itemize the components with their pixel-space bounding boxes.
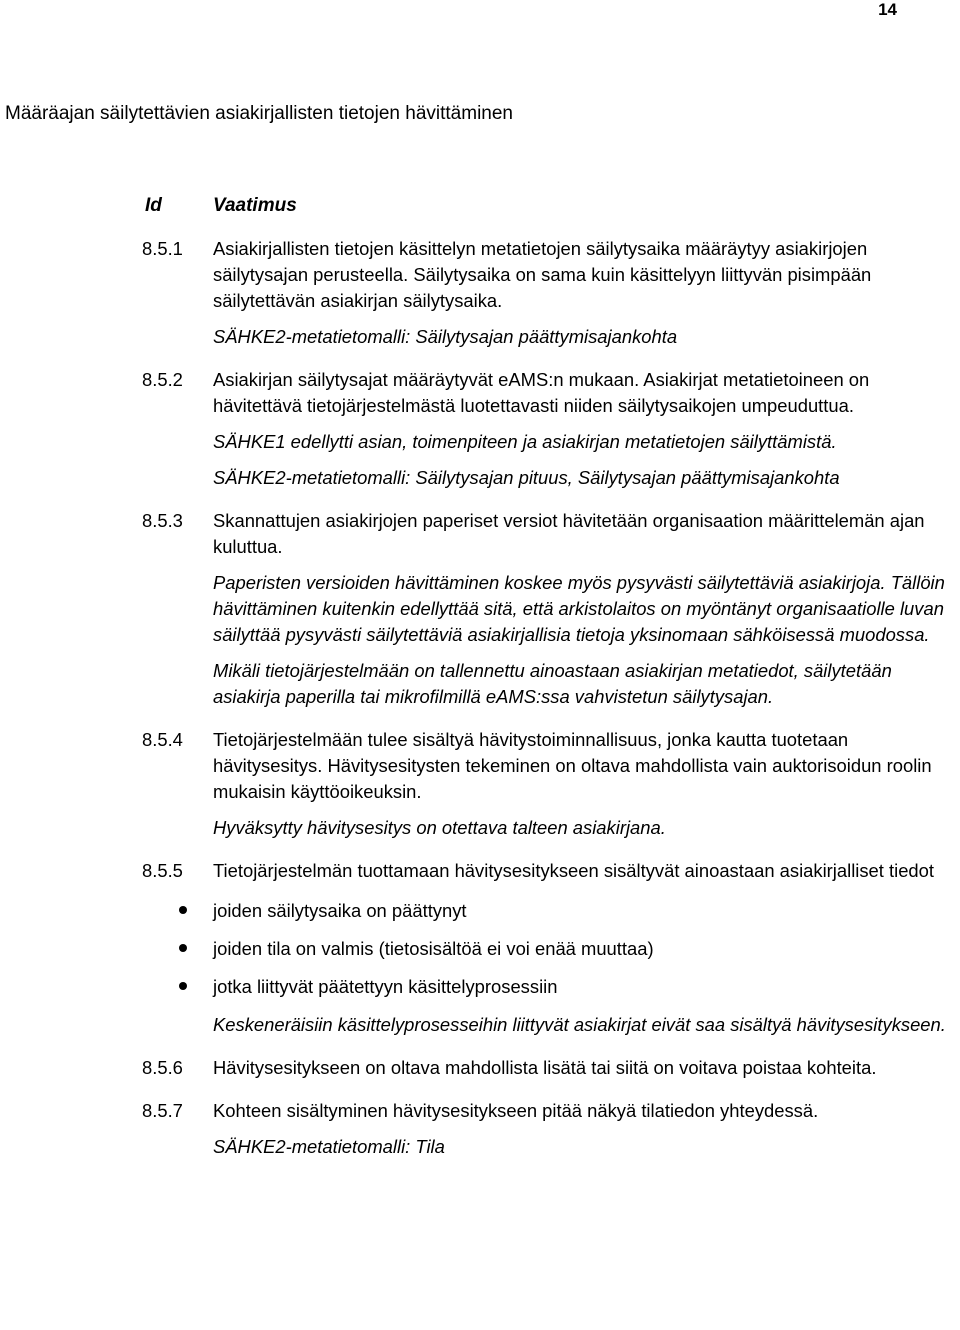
requirement-id: 8.5.6 xyxy=(142,1057,183,1078)
table-header xyxy=(145,193,297,219)
requirement-text: Tietojärjestelmään tulee sisältyä hävitystoiminnallisuus, jonka kautta tuotetaan hävitysesitys. Hävitysesitysten tekeminen on oltava mahdollista vain auktorisoidun roolin mukaisin käyttöoikeuksin. xyxy=(213,729,932,802)
requirement-text: Skannattujen asiakirjojen paperiset versiot hävitetään organisaation määrittelemän ajan kuluttua. xyxy=(213,510,925,557)
requirement-8-5-5 xyxy=(142,858,960,1038)
requirement-id: 8.5.5 xyxy=(142,860,183,881)
requirement-note: Mikäli tietojärjestelmään on tallennettu ainoastaan asiakirjan metatiedot, säilytetään asiakirja paperilla tai mikrofilmillä eAMS:ssa vahvistetun säilytysajan. xyxy=(213,660,892,707)
list-item: joiden säilytysaika on päättynyt xyxy=(142,898,960,924)
requirement-note: Keskeneräisiin käsittelyprosesseihin liittyvät asiakirjat eivät saa sisältyä hävitysesitykseen. xyxy=(213,1014,946,1035)
requirement-id: 8.5.2 xyxy=(142,369,183,390)
requirement-8-5-1 xyxy=(142,236,960,350)
list-item: jotka liittyvät päätettyyn käsittelyprosessiin xyxy=(142,974,960,1000)
requirement-8-5-3 xyxy=(142,508,960,710)
requirement-text: Asiakirjallisten tietojen käsittelyn metatietojen säilytysaika määräytyy asiakirjojen säilytysajan perusteella. Säilytysaika on sama kuin käsittelyyn liittyvän pisimpään säilytettävän asiakirjan säilytysaika. xyxy=(213,238,872,311)
list-item: joiden tila on valmis (tietosisältöä ei voi enää muuttaa) xyxy=(142,936,960,962)
header-requirement: Vaatimus xyxy=(213,195,297,216)
requirement-8-5-2 xyxy=(142,367,960,491)
requirement-note: SÄHKE2-metatietomalli: Säilytysajan pituus, Säilytysajan päättymisajankohta xyxy=(213,467,840,488)
requirement-id: 8.5.4 xyxy=(142,729,183,750)
requirement-note: SÄHKE1 edellytti asian, toimenpiteen ja asiakirjan metatietojen säilyttämistä. xyxy=(213,431,837,452)
header-id: Id xyxy=(145,195,162,216)
section-title: Määräajan säilytettävien asiakirjallisten tietojen hävittäminen xyxy=(5,103,513,124)
bullet-icon xyxy=(179,982,187,990)
bullet-icon xyxy=(179,944,187,952)
requirement-note: SÄHKE2-metatietomalli: Säilytysajan päättymisajankohta xyxy=(213,326,678,347)
requirement-8-5-6 xyxy=(142,1055,960,1081)
page-number: 14 xyxy=(878,0,897,19)
requirement-text: Asiakirjan säilytysajat määräytyvät eAMS:n mukaan. Asiakirjat metatietoineen on hävitettävä tietojärjestelmästä luotettavasti niiden säilytysaikojen umpeuduttua. xyxy=(213,369,870,416)
requirement-id: 8.5.3 xyxy=(142,510,183,531)
requirement-text: Tietojärjestelmän tuottamaan hävitysesitykseen sisältyvät ainoastaan asiakirjalliset tiedot xyxy=(213,860,934,881)
requirement-note: Hyväksytty hävitysesitys on otettava talteen asiakirjana. xyxy=(213,817,666,838)
requirement-note: Paperisten versioiden hävittäminen koskee myös pysyvästi säilytettäviä asiakirjoja. Tällöin hävittäminen kuitenkin edellyttää sitä, että arkistolaitos on myöntänyt organisaatiolle luvan säilyttää pysyvästi säilytettäviä asiakirjallisia tietoja yksinomaan sähköisessä muodossa. xyxy=(213,572,945,645)
requirement-8-5-4 xyxy=(142,727,960,841)
requirement-text: Hävitysesitykseen on oltava mahdollista lisätä tai siitä on voitava poistaa kohteita. xyxy=(213,1057,877,1078)
bullet-list xyxy=(142,898,960,1000)
requirements-list xyxy=(142,236,960,1177)
requirement-8-5-7 xyxy=(142,1098,960,1160)
bullet-icon xyxy=(179,906,187,914)
requirement-id: 8.5.7 xyxy=(142,1100,183,1121)
requirement-id: 8.5.1 xyxy=(142,238,183,259)
requirement-note: SÄHKE2-metatietomalli: Tila xyxy=(213,1136,445,1157)
requirement-text: Kohteen sisältyminen hävitysesitykseen pitää näkyä tilatiedon yhteydessä. xyxy=(213,1100,819,1121)
